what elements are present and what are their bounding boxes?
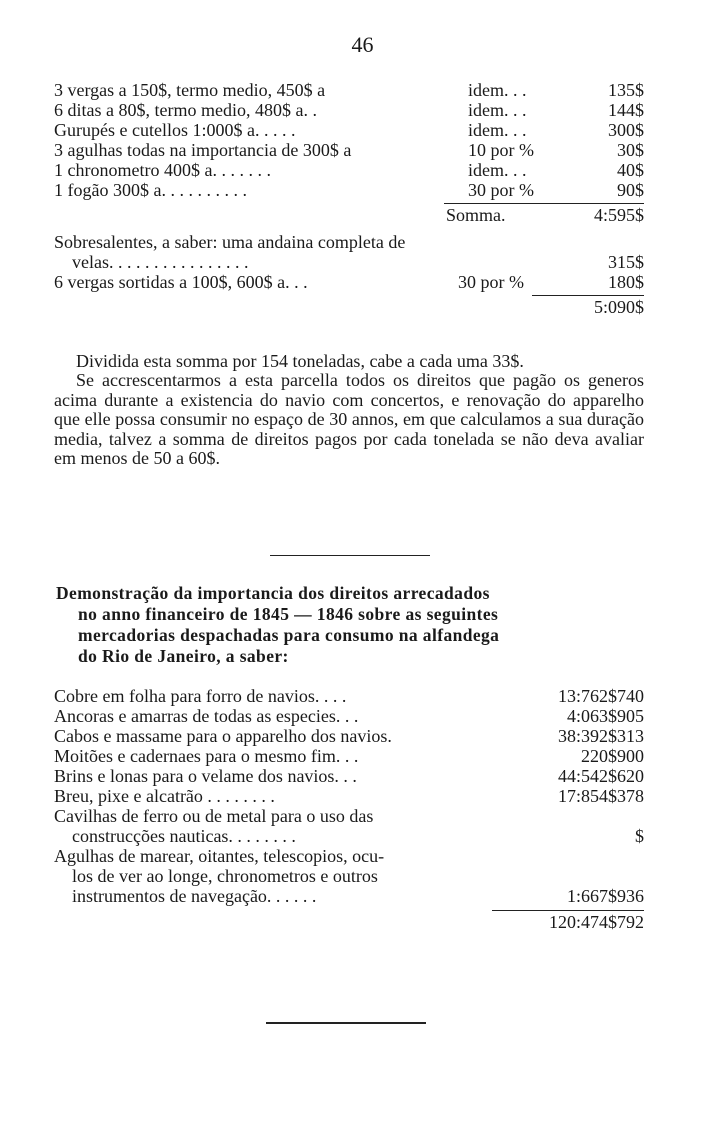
row-value: 90$ bbox=[617, 180, 644, 200]
row-value: 180$ bbox=[608, 272, 644, 292]
page-number: 46 bbox=[351, 32, 374, 57]
somma-label: Somma. bbox=[446, 205, 506, 225]
merchandise-table bbox=[54, 686, 644, 933]
merchandise-description bbox=[54, 786, 494, 806]
paragraph: Dividida esta somma por 154 toneladas, cabe a cada uma 33$. bbox=[76, 351, 524, 371]
paragraph: Se accrescentarmos a esta parcella todos os direitos que pagão os generos acima durante a existencia do navio com concertos, e renovação do apparelho que elle possa consumir no espaço de 30 annos, em que calculamos a sua duração media, talvez a somma de direitos pagos por cada tonelada se não deva avaliar em menos de 50 a 60$. bbox=[54, 370, 644, 469]
row-description: 3 vergas a 150$, termo medio, 450$ a bbox=[54, 80, 326, 100]
row-rate: 30 por % bbox=[458, 272, 524, 292]
table-row bbox=[54, 100, 644, 120]
title-line: mercadorias despachadas para consumo na alfandega bbox=[78, 625, 500, 645]
merchandise-description bbox=[54, 686, 494, 706]
section-separator bbox=[270, 555, 430, 556]
description-line: instrumentos de navegação. . . . . . bbox=[72, 886, 317, 906]
merchandise-rows bbox=[54, 686, 644, 906]
row-rate: idem. . . bbox=[468, 160, 527, 180]
merchandise-description bbox=[54, 746, 494, 766]
table-row bbox=[54, 766, 644, 786]
section-title bbox=[56, 583, 644, 667]
table-row bbox=[54, 726, 644, 746]
row-description: Gurupés e cutellos 1:000$ a. . . . . bbox=[54, 120, 296, 140]
table-row bbox=[54, 120, 644, 140]
table-row bbox=[54, 846, 644, 906]
end-separator bbox=[266, 1022, 426, 1024]
row-description: 1 fogão 300$ a. . . . . . . . . . bbox=[54, 180, 247, 200]
merchandise-value: 38:392$313 bbox=[557, 726, 644, 746]
sobresalentes-entry bbox=[54, 232, 644, 272]
table-row bbox=[54, 160, 644, 180]
description-line: Moitões e cadernaes para o mesmo fim. . . bbox=[54, 746, 359, 766]
merchandise-description bbox=[54, 846, 494, 906]
row-rate: idem. . . bbox=[468, 120, 527, 140]
merchandise-value: 4:063$905 bbox=[566, 706, 644, 726]
row-value: 30$ bbox=[617, 140, 644, 160]
row-description: 6 ditas a 80$, termo medio, 480$ a. . bbox=[54, 100, 317, 120]
merchandise-value: $ bbox=[635, 826, 644, 846]
somma-value: 4:595$ bbox=[593, 205, 644, 225]
merchandise-total-row bbox=[54, 911, 644, 933]
merchandise-value: 1:667$936 bbox=[566, 886, 644, 906]
merchandise-value: 220$900 bbox=[581, 746, 644, 766]
merchandise-value: 13:762$740 bbox=[557, 686, 644, 706]
title-line: no anno financeiro de 1845 — 1846 sobre as seguintes bbox=[78, 604, 499, 624]
costs-table-rows bbox=[54, 80, 644, 200]
merchandise-value: 17:854$378 bbox=[557, 786, 644, 806]
table-row bbox=[54, 80, 644, 100]
table-row bbox=[54, 806, 644, 846]
merchandise-description bbox=[54, 706, 494, 726]
row-description: 1 chronometro 400$ a. . . . . . . bbox=[54, 160, 271, 180]
row-value: 135$ bbox=[608, 80, 644, 100]
row-value: 300$ bbox=[608, 120, 644, 140]
title-line: Demonstração da importancia dos direitos arrecadados bbox=[56, 583, 490, 603]
costs-table bbox=[54, 80, 644, 318]
table-row bbox=[54, 786, 644, 806]
total-row bbox=[54, 296, 644, 318]
row-rate: idem. . . bbox=[468, 100, 527, 120]
merchandise-description bbox=[54, 766, 494, 786]
title-line: do Rio de Janeiro, a saber: bbox=[78, 646, 289, 666]
merchandise-description bbox=[54, 806, 494, 846]
sobresalentes-line-1: Sobresalentes, a saber: uma andaina completa de bbox=[54, 232, 406, 252]
table-row bbox=[54, 746, 644, 766]
table-row bbox=[54, 272, 644, 292]
table-row bbox=[54, 140, 644, 160]
description-line: los de ver ao longe, chronometros e outros bbox=[72, 866, 378, 886]
row-rate: 30 por % bbox=[468, 180, 534, 200]
table-row bbox=[54, 180, 644, 200]
description-line: construcções nauticas. . . . . . . . bbox=[72, 826, 296, 846]
row-rate: 10 por % bbox=[468, 140, 534, 160]
merchandise-value: 44:542$620 bbox=[557, 766, 644, 786]
row-rate: idem. . . bbox=[468, 80, 527, 100]
row-description: 3 agulhas todas na importancia de 300$ a bbox=[54, 140, 352, 160]
description-line: Agulhas de marear, oitantes, telescopios, ocu- bbox=[54, 846, 385, 866]
merchandise-total: 120:474$792 bbox=[548, 912, 644, 932]
sobresalentes-value: 315$ bbox=[608, 252, 644, 272]
description-line: Cabos e massame para o apparelho dos navios. bbox=[54, 726, 392, 746]
somma-row bbox=[54, 204, 644, 226]
row-value: 144$ bbox=[608, 100, 644, 120]
sobresalentes-line-2: velas. . . . . . . . . . . . . . . . bbox=[72, 252, 249, 272]
row-description: 6 vergas sortidas a 100$, 600$ a. . . bbox=[54, 272, 308, 292]
row-value: 40$ bbox=[617, 160, 644, 180]
commentary-text bbox=[54, 352, 644, 468]
table-row bbox=[54, 706, 644, 726]
merchandise-description bbox=[54, 726, 494, 746]
description-line: Brins e lonas para o velame dos navios. . . bbox=[54, 766, 357, 786]
description-line: Ancoras e amarras de todas as especies. . . bbox=[54, 706, 359, 726]
description-line: Cavilhas de ferro ou de metal para o uso das bbox=[54, 806, 374, 826]
total-value: 5:090$ bbox=[593, 297, 644, 317]
description-line: Breu, pixe e alcatrão . . . . . . . . bbox=[54, 786, 275, 806]
table-row bbox=[54, 686, 644, 706]
description-line: Cobre em folha para forro de navios. . . . bbox=[54, 686, 347, 706]
